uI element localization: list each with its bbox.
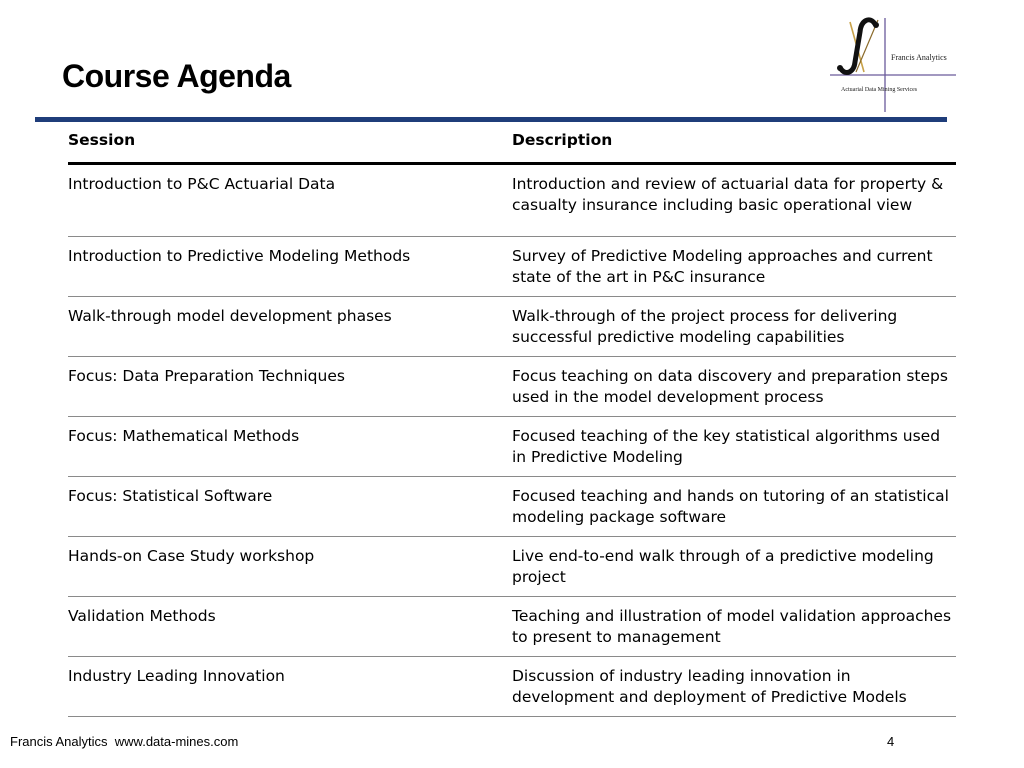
header-session: Session bbox=[68, 131, 136, 149]
table-row bbox=[68, 417, 956, 477]
page-number: 4 bbox=[887, 734, 895, 749]
session-cell: Focus: Mathematical Methods bbox=[68, 427, 300, 445]
logo-company-name: Francis Analytics bbox=[891, 53, 947, 62]
description-cell: Teaching and illustration of model validation approaches to present to management bbox=[512, 607, 952, 646]
description-cell: Focused teaching of the key statistical algorithms used in Predictive Modeling bbox=[512, 427, 941, 466]
agenda-table bbox=[68, 126, 956, 717]
table-row bbox=[68, 237, 956, 297]
table-row bbox=[68, 657, 956, 717]
table-row bbox=[68, 165, 956, 237]
description-cell: Introduction and review of actuarial data for property & casualty insurance including basic operational view bbox=[512, 175, 944, 214]
session-cell: Walk-through model development phases bbox=[68, 307, 392, 325]
session-cell: Industry Leading Innovation bbox=[68, 667, 285, 685]
francis-analytics-logo bbox=[828, 14, 958, 114]
description-cell: Focus teaching on data discovery and preparation steps used in the model development process bbox=[512, 367, 948, 406]
description-cell: Discussion of industry leading innovation in development and deployment of Predictive Models bbox=[512, 667, 907, 706]
session-cell: Validation Methods bbox=[68, 607, 216, 625]
title-divider bbox=[35, 117, 947, 122]
description-cell: Walk-through of the project process for delivering successful predictive modeling capabilities bbox=[512, 307, 898, 346]
session-cell: Introduction to P&C Actuarial Data bbox=[68, 175, 336, 193]
session-cell: Introduction to Predictive Modeling Methods bbox=[68, 247, 411, 265]
session-cell: Hands-on Case Study workshop bbox=[68, 547, 315, 565]
table-row bbox=[68, 357, 956, 417]
description-cell: Focused teaching and hands on tutoring of an statistical modeling package software bbox=[512, 487, 949, 526]
table-row bbox=[68, 477, 956, 537]
table-row bbox=[68, 297, 956, 357]
header-description: Description bbox=[512, 131, 613, 149]
table-row bbox=[68, 537, 956, 597]
footer-text: Francis Analytics www.data-mines.com bbox=[10, 734, 239, 749]
table-header bbox=[68, 126, 956, 165]
logo-tagline: Actuarial Data Mining Services bbox=[841, 87, 918, 93]
description-cell: Survey of Predictive Modeling approaches and current state of the art in P&C insurance bbox=[512, 247, 933, 286]
session-cell: Focus: Statistical Software bbox=[68, 487, 273, 505]
table-row bbox=[68, 597, 956, 657]
slide-title: Course Agenda bbox=[62, 58, 291, 94]
session-cell: Focus: Data Preparation Techniques bbox=[68, 367, 345, 385]
description-cell: Live end-to-end walk through of a predictive modeling project bbox=[512, 547, 934, 586]
